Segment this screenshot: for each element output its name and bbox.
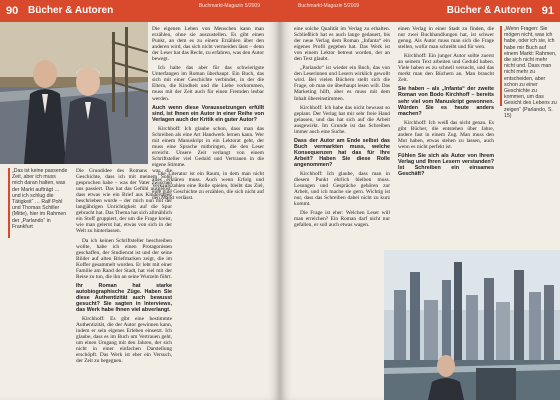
left-column-2 — [152, 26, 264, 394]
paragraph: Die Frage ist eher: Welchen Leser will man erreichen? Ein Roman darf nicht nur gefallen, er soll auch etwas wagen. — [294, 210, 390, 229]
paragraph: Kirchhoff: Ich habe das nicht bewusst so geplant. Der Verlag hat mir sehr freie Hand gelassen, und das hat sich auf die Arbeit ausgewirkt. Im Grunde ist das Schreiben immer auch eine Suche. — [294, 104, 390, 135]
paragraph: einen Verlag in einer Stadt zu finden, die nur zwei Buchhandlungen hat, ist schwer genug. Als Autor muss man sich die Frage stellen, wofür man schreibt und für wen. — [398, 26, 494, 51]
right-photo-caption — [500, 26, 558, 119]
interview-question: Fühlen Sie sich als Autor von Ihrem Verlag und Ihren Lesern verstanden? Ist Schreiben ein einsames Geschäft? — [398, 152, 494, 178]
paragraph: Die Grundidee des Romans war die Geschichte, dass ich mit meinem Sohn gesprochen habe – was der Vater zwischen uns passiert. Das hat das Gefühl ausgelöst, dass etwas wie ein Brief aus Kindertagen beschrieben wurde – der mich nun mit der langjährigen Unrichtigkeit auf die Spur gebracht hat. Das Thema hat sich allmählich ein Stoff gruppiert, der um die Frage kreist, wie man gelernt hat, etwas von sich in der Welt zu hinterlassen. — [76, 168, 172, 235]
paragraph: Da ich keinen Schriftsteller beschreiben wollte, habe ich einen Protagonisten geschaffen, der Studienrat ist und der seine Bilder auf alten Briefmarken zeigt, die im Koffer gesammelt wurden. Er lebt mit einer Familie am Rand der Stadt, hat viel mit der Reise zu tun, die ihn an seine Wurzeln führt. — [76, 237, 172, 280]
paragraph: Ich halte das aber für das schwierigste Unterfangen im Roman überhaupt. Ein Buch, das sich mit einer Geschichte verbindet, in der die Eltern, die Kindheit und die Liebe vorkommen, muss mit der Zeit auch für einen Fremden lesbar werden. — [152, 65, 264, 102]
left-photo-caption — [8, 168, 68, 238]
interview-question: Ihr Roman hat starke autobiographische Züge. Haben Sie diese Authentizität auch bewusst gesucht? Sie sagten in Interviews, das Werk habe Ihnen viel abverlangt. — [76, 282, 172, 314]
right-column-1 — [294, 26, 390, 394]
left-page-number: 90 — [6, 5, 19, 17]
frankfurt-skyline-photo — [384, 250, 560, 400]
paragraph: Kirchhoff: Ein junger Autor sollte zuerst an seinem Text arbeiten und Geduld haben. Viele haben es zu schnell versucht, und das merkt man den Büchern an. Man braucht Zeit. — [398, 53, 494, 84]
paragraph: Kirchhoff: Es gibt eine bestimmte Authentizität, die der Autor gewinnen kann, indem er sein eigenes Erleben einsetzt. Ich glaube, dass es im Buch um Vertrauen geht, um einen Umgang mit den Jahren, der sich nicht in einer einfachen Darstellung erschöpft. Das Werk ist eher ein Versuch, der Zeit zu begegnen. — [76, 316, 172, 365]
paragraph: „Parlando“ ist wieder ein Buch, das von den Leserinnen und Lesern wirklich gewollt wird. Bei vielen Büchern stellt sich die Frage, ob man sie überhaupt lesen will. Das Marketing hilft, aber es muss mit dem Inhalt übereinstimmen. — [294, 65, 390, 102]
interview-question: Auch wenn diese Voraussetzungen erfüllt sind, ist Ihnen ein Autor in einer Reihe von Verlagen auch der Kritik ein guter Autor? — [152, 104, 264, 123]
right-running-header: Buchmarkt-Magazin 5/2009 — [298, 3, 360, 9]
right-section-title: Bücher & Autoren — [446, 5, 532, 16]
paragraph: Kirchhoff: Ich weiß das nicht genau. Es gibt Bücher, die entstehen über Jahre, andere fast in einem Zug. Man muss den Mut haben, etwas stehen zu lassen, auch wenn es nicht perfekt ist. — [398, 119, 494, 150]
paragraph: Die eigenen Leben von Menschen kann man erzählen, ohne sie auszustellen. Es gibt einen Punkt, an dem es zu einem Erzählen über den anderen wird, das sich nicht vermeiden lässt – denn der Leser hat das Recht, zu erfahren, was den Autor bewegt. — [152, 26, 264, 63]
right-caption-text: „Wenn Fragen: Sie mögen nicht, was ich habe, oder ich sie, ich habe mir Buch auf einem Markt: Rahmen, die sich nicht mehr nicht und. Dass man nicht mehr zu entscheiden, aber schon zu einer Geschichte zu kommen, um das Gesicht des Lebens zu zeigen“ (Parlando, S. 15) — [504, 26, 557, 119]
right-header-bar — [280, 0, 560, 22]
left-caption-text: „Das ist keine passende Zeit, aber ich muss mich daran halten, was der Markt aufträgt … und ich schlug die Tätigkeit“ … Ralf Pohl und Thomas Schiller (Mitte), hier im Rahmen der „Parlando“ in Frankfurt — [12, 168, 68, 230]
right-column-2 — [398, 26, 494, 248]
paragraph: Die Literatur ist ein Raum, in dem man nicht alles erklären muss. Auch wenn Erfolg und Verkaufszahlen eine Rolle spielen, bleibt das Ziel, eine gute Geschichte zu erzählen, die sich nicht auf den Markt verlässt. — [152, 171, 264, 202]
right-page-number: 91 — [541, 5, 554, 17]
interview-question: Sie haben – als „Infanta“ der zweite Roman von Bodo Kirchhoff – bereits sehr viel vom Manuskript gewonnen. Würden Sie es heute anders machen? — [398, 86, 494, 117]
authors-photo — [0, 22, 148, 164]
left-section-title: Bücher & Autoren — [28, 5, 114, 16]
right-page — [280, 0, 560, 400]
paragraph: eine solche Qualität im Verlag zu erhalten. Schließlich hat es auch lange gedauert, bis der neue Verlag dem Roman „Infanta“ ein eigenes Profil gegeben hat. Das Werk ist von einem Lektor betreut worden, der an den Text glaubt. — [294, 26, 390, 63]
paragraph: Kirchhoff: Ich glaube schon, dass man das Schreiben als eine Art Handwerk lernen kann. Wer mit einem Manuskript in ein Lektorat geht, der muss eine Sprache mitbringen, die den Leser erreicht. Unsere Zeit verlangt von einem Schriftsteller viel Geduld und Vertrauen in die eigene Stimme. — [152, 125, 264, 168]
left-header-bar — [0, 0, 280, 22]
left-running-header: Buchmarkt-Magazin 5/2009 — [198, 3, 260, 9]
paragraph: Kirchhoff: Ich glaube, dass man in diesem Punkt ehrlich bleiben muss. Lesungen und Gespräche gehören zur Arbeit, und ich mache sie gern. Wichtig ist nur, dass das Schreiben dabei nicht zu kurz kommt. — [294, 171, 390, 208]
interview-question: Dass der Autor am Ende selbst das Buch vermarkten muss, welche Konsequenzen hat das für Ihre Arbeit? Haben Sie diese Rolle angenommen? — [294, 137, 390, 168]
